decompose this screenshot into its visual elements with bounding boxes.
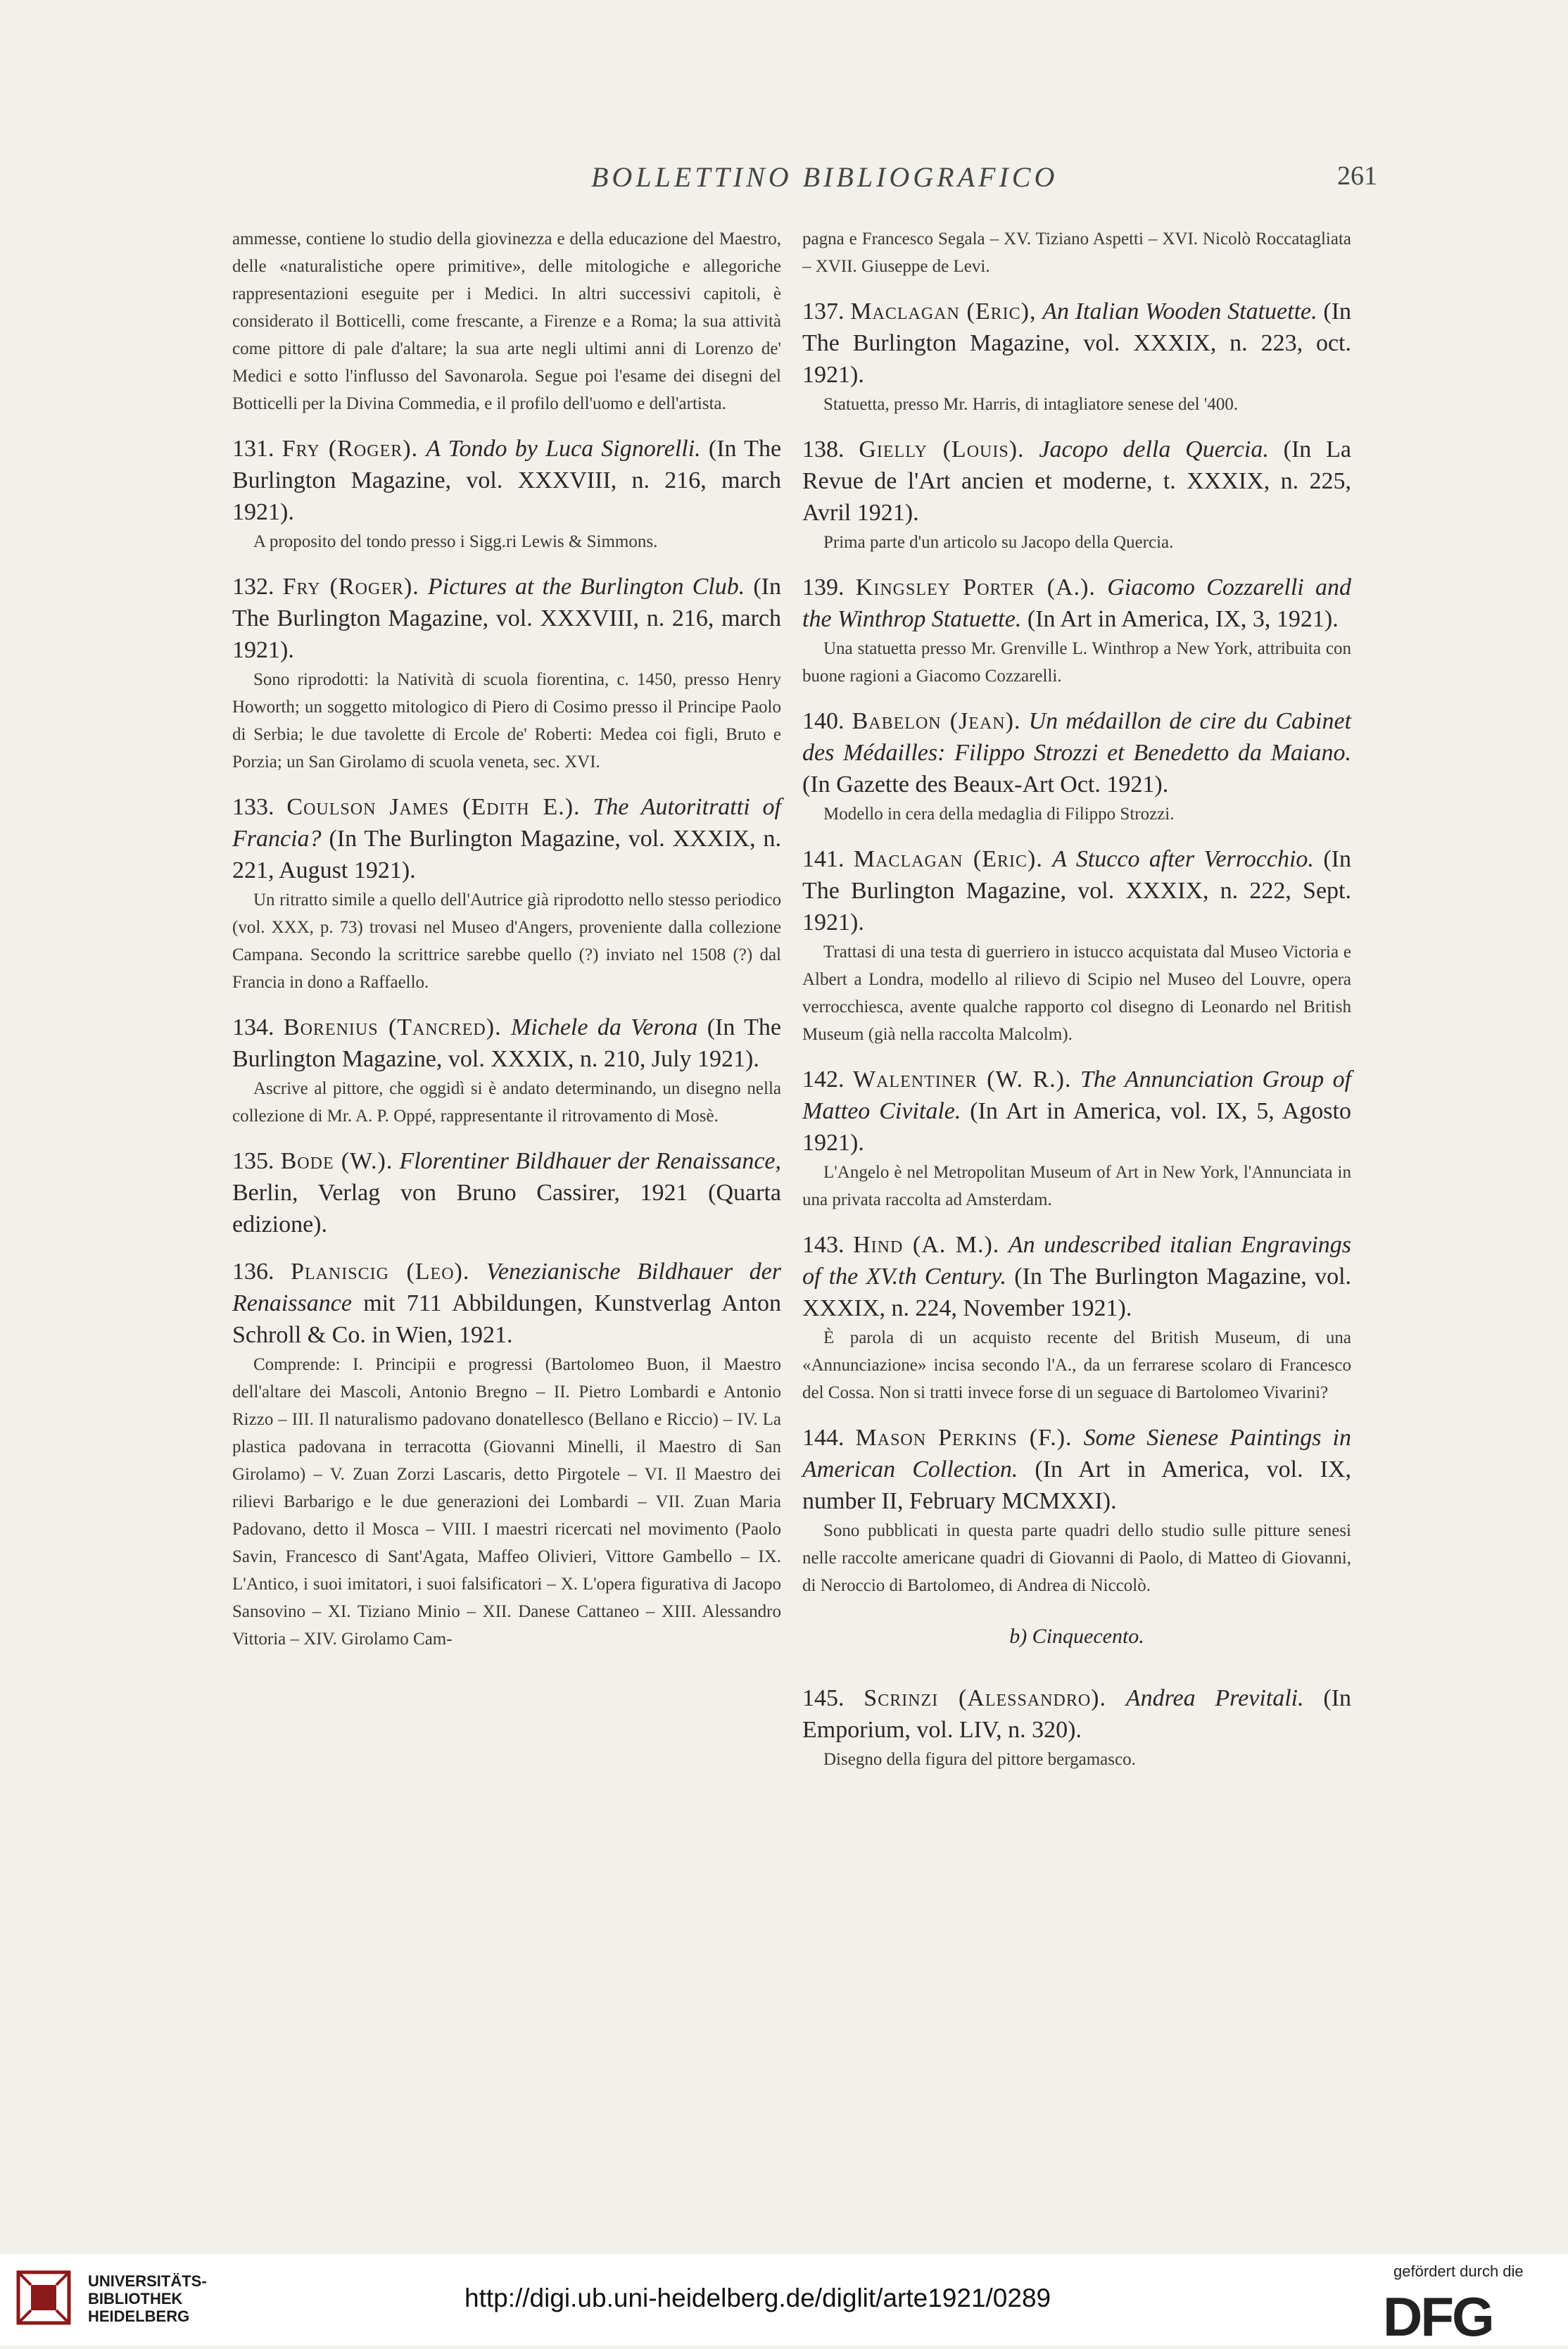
entry-author: Mason Perkins (F.). xyxy=(855,1425,1073,1451)
entry-description: Una statuetta presso Mr. Grenville L. Winthrop a New York, attribuita con buone ragioni a Giacomo Cozzarelli. xyxy=(802,639,1351,686)
entry-publication: (In Emporium, vol. LIV, n. 320). xyxy=(802,1685,1352,1743)
entry-description: L'Angelo è nel Metropolitan Museum of Art in New York, l'Annunciata in una privata raccolta ad Amsterdam. xyxy=(802,1163,1351,1209)
entry-heading xyxy=(802,572,1351,635)
entry-heading xyxy=(802,1422,1351,1517)
entry-title: Venezianische Bildhauer der Renaissance xyxy=(232,1259,781,1316)
footer-bar xyxy=(0,2254,1568,2348)
entry-heading xyxy=(802,434,1351,529)
funded-by-text: gefördert durch die xyxy=(1393,2262,1524,2280)
entry-heading xyxy=(802,296,1351,391)
entry-publication: (In The Burlington Magazine, vol. XXXIX, n. 222, Sept. 1921). xyxy=(802,846,1352,936)
entry-description: Trattasi di una testa di guerriero in istucco acquistata dal Museo Victoria e Albert a Londra, modello al rilievo di Scipio nel Museo del Louvre, opera verrocchiesca, avente qualche rapporto col disegno di Leonardo nel British Museum (già nella raccolta Malcolm). xyxy=(802,943,1351,1044)
entry-heading xyxy=(802,1064,1351,1159)
entry-description: Modello in cera della medaglia di Filippo Strozzi. xyxy=(823,805,1175,824)
entry-title: Andrea Previtali. xyxy=(1125,1685,1304,1711)
entry-description: Prima parte d'un articolo su Jacopo della Quercia. xyxy=(823,533,1174,552)
entry-title: The Annunciation Group of Matteo Civitale. xyxy=(802,1066,1352,1124)
entry-title: A Stucco after Verrocchio. xyxy=(1052,846,1314,872)
entry-number: 144. xyxy=(802,1425,845,1451)
entry-author: Bode (W.). xyxy=(280,1148,393,1174)
entry-title: Florentiner Bildhauer der Renaissance, xyxy=(399,1148,782,1174)
entry-author: Borenius (Tancred). xyxy=(283,1014,502,1040)
entry-title: Un médaillon de cire du Cabinet des Médailles: Filippo Strozzi et Benedetto da Maiano. xyxy=(802,708,1352,766)
entry-description: Comprende: I. Principii e progressi (Bartolomeo Buon, il Maestro dell'altare dei Mascoli, Antonio Bregno – II. Pietro Lombardi e Antonio Rizzo – III. Il naturalismo padovano donatellesco (Bellano e Riccio) – IV. La plastica padovana in terracotta (Giovanni Minelli, il Maestro di San Girolamo) – V. Zuan Zorzi Lascaris, detto Pirgotele – VI. Il Maestro dei rilievi Barbarigo e le due generazioni dei Lombardi – VII. Zuan Maria Padovano, detto il Mosca – VIII. I maestri ricercati nel movimento (Paolo Savin, Francesco di Sant'Agata, Maffeo Olivieri, Vittore Gambello – IX. L'Antico, i suoi imitatori, i suoi falsificatori – X. L'opera figurativa di Jacopo Sansovino – XI. Tiziano Minio – XII. Danese Cattaneo – XIII. Alessandro Vittoria – XIV. Girolamo Cam- xyxy=(232,1355,781,1649)
library-line-3: HEIDELBERG xyxy=(88,2307,190,2325)
entry-heading xyxy=(802,1682,1351,1746)
entry-number: 142. xyxy=(802,1066,845,1092)
entry-publication: (In The Burlington Magazine, vol. XXXIX, n. 223, oct. 1921). xyxy=(802,298,1352,388)
entry-number: 132. xyxy=(232,574,274,600)
entry-description: È parola di un acquisto recente del British Museum, di una «Annunciazione» incisa secondo l'A., da un ferrarese scolaro di Francesco del Cossa. Non si tratti invece forse di un seguace di Bartolomeo Vivarini? xyxy=(802,1328,1351,1402)
entry-publication: Berlin, Verlag von Bruno Cassirer, 1921 (Quarta edizione). xyxy=(232,1180,781,1238)
entry-number: 131. xyxy=(232,436,274,462)
section-heading: b) Cinquecento. xyxy=(1009,1625,1144,1648)
entry-author: Babelon (Jean). xyxy=(852,708,1021,734)
header-title: BOLLETTINO BIBLIOGRAFICO xyxy=(591,161,1058,193)
entry-title: Pictures at the Burlington Club. xyxy=(427,574,745,600)
entry-author: Fry (Roger). xyxy=(282,574,419,600)
entry-title: Giacomo Cozzarelli and the Winthrop Statuette. xyxy=(802,574,1352,632)
right-intro-paragraph: pagna e Francesco Segala – XV. Tiziano Aspetti – XVI. Nicolò Roccatagliata – XVII. Giuseppe de Levi. xyxy=(802,229,1351,276)
entry-author: Walentiner (W. R.). xyxy=(853,1066,1072,1092)
entry-title: The Autoritratti of Francia? xyxy=(232,794,781,852)
page-number: 261 xyxy=(1337,161,1377,191)
entry-number: 138. xyxy=(802,436,845,462)
entry-description: Sono riprodotti: la Natività di scuola fiorentina, c. 1450, presso Henry Howorth; un soggetto mitologico di Piero di Cosimo presso il Principe Paolo di Serbia; le due tavolette di Ercole de' Roberti: Medea coi figli, Bruto e Porzia; un San Girolamo di scuola veneta, sec. XVI. xyxy=(232,670,781,772)
entry-number: 139. xyxy=(802,574,845,600)
entry-author: Maclagan (Eric), xyxy=(850,298,1037,325)
entry-title: Some Sienese Paintings in American Collection. xyxy=(802,1425,1351,1482)
entry-description: A proposito del tondo presso i Sigg.ri Lewis & Simmons. xyxy=(253,532,658,551)
entry-author: Scrinzi (Alessandro). xyxy=(864,1685,1107,1711)
library-line-2: BIBLIOTHEK xyxy=(88,2290,183,2307)
entry-publication: (In The Burlington Magazine, vol. XXXVIII, n. 216, march 1921). xyxy=(232,574,781,663)
entry-author: Maclagan (Eric). xyxy=(853,846,1043,872)
entry-author: Gielly (Louis). xyxy=(859,436,1025,462)
entry-number: 141. xyxy=(802,846,845,872)
entry-description: Ascrive al pittore, che oggidì si è andato determinando, un disegno nella collezione di Mr. A. P. Oppé, rappresentante il ritrovamento di Mosè. xyxy=(232,1079,781,1126)
entry-author: Fry (Roger). xyxy=(282,436,419,462)
entry-number: 136. xyxy=(232,1259,274,1285)
left-intro-paragraph: ammesse, contiene lo studio della giovinezza e della educazione del Maestro, delle «naturalistiche opere primitive», delle mitologiche e allegoriche rappresentazioni eseguite per i Medici. In altri successivi capitoli, è considerato il Botticelli, come frescante, a Firenze e a Roma; la sua attività come pittore di pale d'altare; la sua arte negli ultimi anni di Lorenzo de' Medici e sotto l'influsso del Savonarola. Segue poi l'esame dei disegni del Botticelli per la Divina Commedia, e il profilo dell'uomo e dell'artista. xyxy=(232,229,781,413)
entry-description: Disegno della figura del pittore bergamasco. xyxy=(823,1750,1136,1769)
entry-number: 140. xyxy=(802,708,845,734)
entry-heading xyxy=(802,705,1351,800)
entry-heading xyxy=(232,571,781,666)
entry-publication: (In Art in America, vol. IX, 5, Agosto 1921). xyxy=(802,1098,1351,1156)
right-entries xyxy=(802,280,1351,1599)
entry-number: 134. xyxy=(232,1014,274,1040)
entry-author: Planiscig (Leo). xyxy=(291,1259,470,1285)
entry-publication: (In The Burlington Magazine, vol. XXXVIII, n. 216, march 1921). xyxy=(232,436,782,525)
entry-title: An Italian Wooden Statuette. xyxy=(1042,298,1317,325)
left-entries xyxy=(232,417,781,1653)
entry-heading xyxy=(232,1012,781,1075)
library-name xyxy=(88,2272,207,2325)
entry-heading xyxy=(232,791,781,886)
entry-title: Jacopo della Quercia. xyxy=(1039,436,1269,462)
entry-author: Hind (A. M.). xyxy=(853,1232,1000,1258)
right-column xyxy=(802,225,1351,1773)
entry-publication: (In La Revue de l'Art ancien et moderne, t. XXXIX, n. 225, Avril 1921). xyxy=(802,436,1351,526)
entry-heading xyxy=(232,1256,781,1351)
entry-description: Sono pubblicati in questa parte quadri dello studio sulle pitture senesi nelle raccolte americane quadri di Giovanni di Paolo, di Matteo di Giovanni, di Neroccio di Bartolomeo, di Andrea di Niccolò. xyxy=(802,1521,1351,1595)
entry-number: 137. xyxy=(802,298,845,325)
entry-heading xyxy=(232,433,781,528)
entry-number: 135. xyxy=(232,1148,274,1174)
entry-heading xyxy=(802,1229,1351,1324)
entry-publication: (In Gazette des Beaux-Art Oct. 1921). xyxy=(802,772,1169,798)
entry-author: Coulson James (Edith E.). xyxy=(286,794,581,820)
entry-number: 143. xyxy=(802,1232,845,1258)
running-header xyxy=(0,160,1568,203)
entry-publication: mit 711 Abbildungen, Kunstverlag Anton Schroll & Co. in Wien, 1921. xyxy=(232,1290,782,1348)
entry-publication: (In Art in America, IX, 3, 1921). xyxy=(1027,606,1339,632)
entry-publication: (In Art in America, vol. IX, number II, February MCMXXI). xyxy=(802,1456,1352,1514)
dfg-logo: DFG xyxy=(1383,2286,1493,2348)
left-column xyxy=(232,225,781,1653)
university-seal-icon xyxy=(15,2269,72,2326)
entry-publication: (In The Burlington Magazine, vol. XXXIX, n. 224, November 1921). xyxy=(802,1264,1352,1321)
entry-heading xyxy=(802,843,1351,938)
entry-publication: (In The Burlington Magazine, vol. XXXIX, n. 221, August 1921). xyxy=(232,826,781,883)
library-line-1: UNIVERSITÄTS- xyxy=(88,2272,207,2290)
entry-number: 145. xyxy=(802,1685,845,1711)
entry-number: 133. xyxy=(232,794,274,820)
entry-publication: (In The Burlington Magazine, vol. XXXIX, n. 210, July 1921). xyxy=(232,1014,782,1072)
entry-description: Un ritratto simile a quello dell'Autrice già riprodotto nello stesso periodico (vol. XXX, p. 73) trovasi nel Museo d'Angers, proveniente dalla collezione Campana. Secondo la scrittrice sarebbe quello (?) inviato nel 1508 (?) dal Francia in dono a Raffaello. xyxy=(232,890,781,992)
entry-title: A Tondo by Luca Signorelli. xyxy=(426,436,701,462)
entry-description: Statuetta, presso Mr. Harris, di intagliatore senese del '400. xyxy=(823,395,1239,414)
right-entries-b xyxy=(802,1667,1351,1773)
entry-author: Kingsley Porter (A.). xyxy=(855,574,1096,600)
entry-heading xyxy=(232,1145,781,1240)
entry-title: An undescribed italian Engravings of the XV.th Century. xyxy=(802,1232,1352,1290)
permalink-url[interactable]: http://digi.ub.uni-heidelberg.de/diglit/arte1921/0289 xyxy=(464,2284,1051,2312)
entry-title: Michele da Verona xyxy=(510,1014,698,1040)
